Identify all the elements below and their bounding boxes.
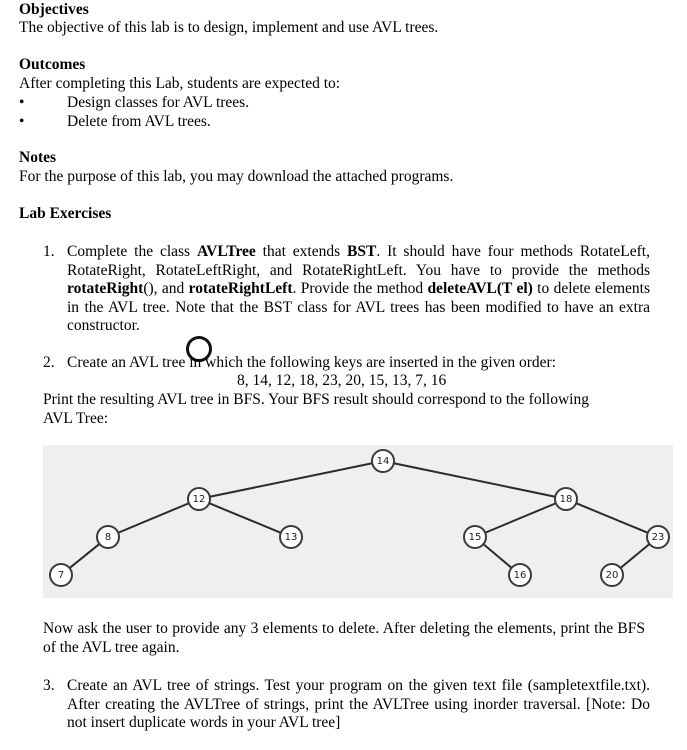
bullet-2: • <box>19 113 25 130</box>
tree-edge-12-8 <box>118 503 189 533</box>
outcomes-intro: After completing this Lab, students are expected to: <box>19 75 341 92</box>
exercise-2-line3: AVL Tree: <box>43 410 109 427</box>
lab-exercises-heading: Lab Exercises <box>19 205 112 222</box>
tree-node-label-20: 20 <box>605 570 619 581</box>
notes-heading: Notes <box>19 149 57 166</box>
outcome-item-2: Delete from AVL trees. <box>67 113 211 130</box>
exercise-2-line2: Print the resulting AVL tree in BFS. Your BFS result should correspond to the following <box>43 391 589 408</box>
tree-node-label-13: 13 <box>284 532 298 543</box>
bullet-1: • <box>19 94 25 111</box>
exercise-3-number: 3. <box>43 677 55 694</box>
tree-edge-14-18 <box>394 463 555 497</box>
tree-node-label-14: 14 <box>376 456 390 467</box>
tree-node-label-15: 15 <box>468 532 482 543</box>
tree-node-label-18: 18 <box>559 494 573 505</box>
tree-edge-8-7 <box>70 544 100 568</box>
tree-node-label-8: 8 <box>104 532 112 543</box>
tree-edge-15-16 <box>483 544 511 568</box>
avl-tree-figure <box>43 445 673 598</box>
exercise-2-after: Now ask the user to provide any 3 elements to delete. After deleting the elements, print the BFS of the AVL tree again. <box>43 620 645 656</box>
outcomes-heading: Outcomes <box>19 56 86 73</box>
exercise-1-number: 1. <box>43 243 55 260</box>
tree-node-label-7: 7 <box>57 570 65 581</box>
tree-edge-14-12 <box>210 463 372 497</box>
exercise-2-number: 2. <box>43 354 55 371</box>
objectives-heading: Objectives <box>19 1 89 18</box>
exercise-3-text: Create an AVL tree of strings. Test your program on the given text file (sampletextfile.txt). After creating the AVLTree of strings, print the AVLTree using inorder traversal. [Note: Do not insert duplicate words in your AVL tree] <box>67 677 650 731</box>
exercise-2-keys: 8, 14, 12, 18, 23, 20, 15, 13, 7, 16 <box>237 372 447 389</box>
avl-tree-svg <box>43 445 673 598</box>
objectives-text: The objective of this lab is to design, implement and use AVL trees. <box>19 19 439 36</box>
exercise-1-text: Complete the class AVLTree that extends BST. It should have four methods RotateLeft, RotateRight, RotateLeftRight, and RotateRightLeft. You have to provide the methods rotateRight(), and rotateRightLeft. Provide the method deleteAVL(T el) to delete elements in the AVL tree. Note that the BST class for AVL trees has been modified to have an extra constructor. <box>67 243 651 334</box>
notes-text: For the purpose of this lab, you may download the attached programs. <box>19 168 454 185</box>
tree-edge-12-13 <box>209 503 281 533</box>
tree-edge-18-15 <box>485 503 556 533</box>
tree-edge-18-23 <box>576 503 648 533</box>
outcome-item-1: Design classes for AVL trees. <box>67 94 250 111</box>
exercise-2-line1: Create an AVL tree in which the following keys are inserted in the given order: <box>67 354 556 371</box>
tree-edge-23-20 <box>620 544 649 568</box>
tree-node-label-23: 23 <box>651 532 665 543</box>
tree-node-label-16: 16 <box>513 570 527 581</box>
tree-node-label-12: 12 <box>192 494 206 505</box>
